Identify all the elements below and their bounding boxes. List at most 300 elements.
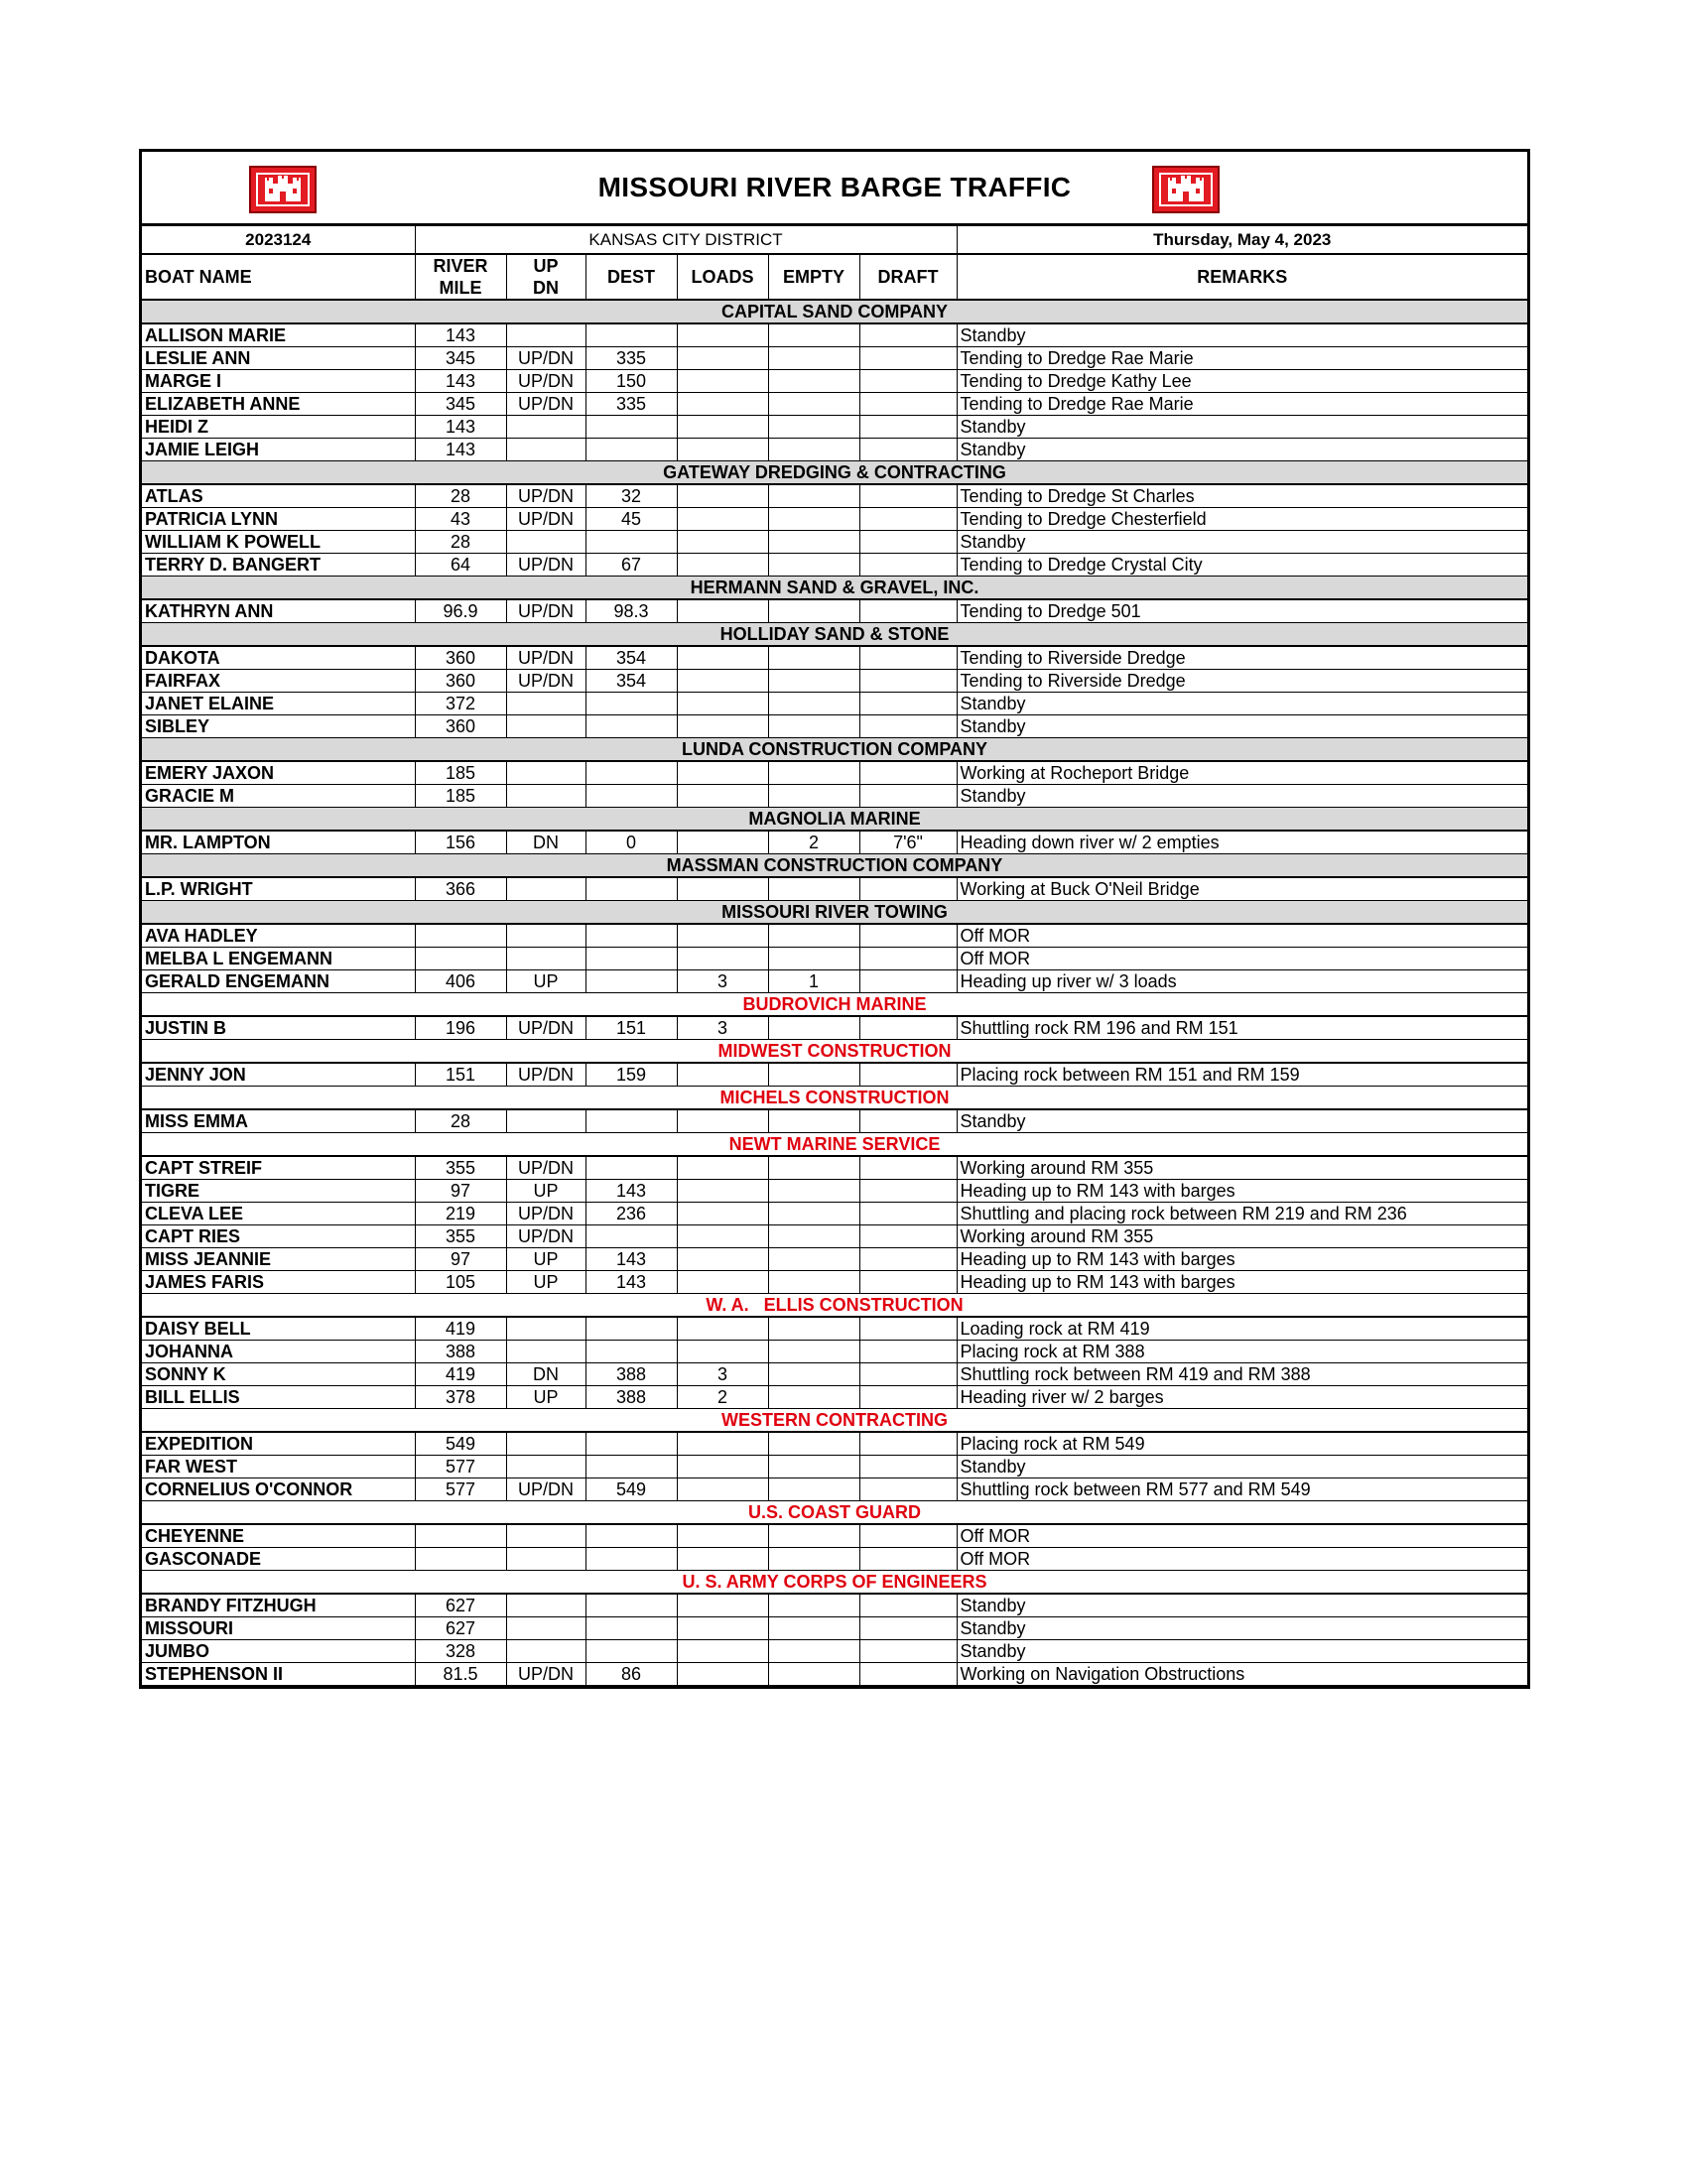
cell-loads [677,670,768,693]
cell-draft [859,670,957,693]
cell-remarks: Standby [957,323,1527,347]
cell-loads [677,1640,768,1663]
cell-remarks: Placing rock at RM 549 [957,1432,1527,1456]
cell-empty [768,1156,859,1180]
report-date: Thursday, May 4, 2023 [957,226,1527,254]
header-remarks: REMARKS [957,254,1527,300]
cell-boat-name: KATHRYN ANN [142,599,415,623]
table-row [142,347,1527,370]
cell-river-mile: 185 [415,761,506,785]
cell-remarks: Heading up to RM 143 with barges [957,1180,1527,1203]
cell-draft [859,1203,957,1225]
cell-empty [768,1341,859,1363]
table-row [142,554,1527,577]
table-row [142,1524,1527,1548]
cell-up-dn: UP [506,1386,585,1409]
cell-river-mile: 97 [415,1180,506,1203]
cell-river-mile: 28 [415,484,506,508]
cell-empty [768,370,859,393]
cell-up-dn [506,948,585,970]
cell-dest [585,715,677,738]
cell-up-dn: UP [506,1180,585,1203]
cell-river-mile: 328 [415,1640,506,1663]
cell-empty [768,1317,859,1341]
cell-dest: 549 [585,1478,677,1501]
cell-up-dn [506,531,585,554]
cell-empty [768,599,859,623]
cell-empty [768,347,859,370]
cell-remarks: Tending to Dredge Kathy Lee [957,370,1527,393]
cell-boat-name: GASCONADE [142,1548,415,1571]
table-row [142,924,1527,948]
cell-dest [585,1432,677,1456]
table-row [142,970,1527,993]
section-name: LUNDA CONSTRUCTION COMPANY [142,738,1527,762]
table-row [142,439,1527,461]
cell-loads [677,599,768,623]
table-row [142,393,1527,416]
cell-draft [859,1248,957,1271]
cell-empty [768,1363,859,1386]
barge-table [142,226,1527,1686]
cell-loads [677,1548,768,1571]
table-row [142,1432,1527,1456]
cell-up-dn [506,1109,585,1133]
cell-up-dn [506,761,585,785]
cell-remarks: Heading up river w/ 3 loads [957,970,1527,993]
cell-remarks: Tending to Riverside Dredge [957,646,1527,670]
cell-draft [859,508,957,531]
cell-draft [859,484,957,508]
cell-loads [677,1341,768,1363]
cell-river-mile: 549 [415,1432,506,1456]
cell-draft [859,761,957,785]
cell-up-dn [506,1594,585,1617]
cell-up-dn [506,1317,585,1341]
cell-boat-name: MISSOURI [142,1617,415,1640]
cell-draft [859,785,957,808]
cell-river-mile [415,1548,506,1571]
cell-remarks: Working around RM 355 [957,1225,1527,1248]
cell-draft [859,948,957,970]
cell-boat-name: ATLAS [142,484,415,508]
cell-river-mile: 105 [415,1271,506,1294]
cell-boat-name: FAIRFAX [142,670,415,693]
cell-up-dn: UP/DN [506,646,585,670]
title-row [142,152,1527,226]
cell-loads [677,761,768,785]
cell-river-mile: 345 [415,393,506,416]
header-loads: LOADS [677,254,768,300]
cell-loads [677,1180,768,1203]
cell-empty: 2 [768,831,859,854]
cell-river-mile: 143 [415,370,506,393]
section-header [142,1294,1527,1318]
cell-empty [768,1271,859,1294]
cell-remarks: Off MOR [957,948,1527,970]
cell-boat-name: DAKOTA [142,646,415,670]
table-row [142,484,1527,508]
cell-loads [677,948,768,970]
cell-empty [768,554,859,577]
cell-dest [585,1109,677,1133]
table-row [142,1016,1527,1040]
cell-dest [585,948,677,970]
cell-empty [768,1617,859,1640]
cell-up-dn: UP/DN [506,347,585,370]
cell-empty [768,670,859,693]
table-row [142,1063,1527,1087]
cell-boat-name: GERALD ENGEMANN [142,970,415,993]
table-row [142,508,1527,531]
cell-dest: 159 [585,1063,677,1087]
section-header [142,808,1527,832]
cell-draft [859,1432,957,1456]
cell-river-mile: 143 [415,439,506,461]
section-name: MISSOURI RIVER TOWING [142,901,1527,925]
cell-draft: 7'6" [859,831,957,854]
cell-loads [677,1225,768,1248]
cell-river-mile: 419 [415,1363,506,1386]
cell-river-mile [415,1524,506,1548]
cell-remarks: Working around RM 355 [957,1156,1527,1180]
cell-loads [677,1271,768,1294]
cell-loads [677,508,768,531]
cell-up-dn: UP/DN [506,370,585,393]
cell-empty [768,1203,859,1225]
cell-boat-name: FAR WEST [142,1456,415,1478]
cell-loads [677,785,768,808]
cell-loads [677,1063,768,1087]
cell-river-mile: 627 [415,1617,506,1640]
section-header [142,1133,1527,1157]
cell-up-dn: UP/DN [506,1203,585,1225]
section-name: MICHELS CONSTRUCTION [142,1087,1527,1110]
table-row [142,1156,1527,1180]
cell-empty [768,948,859,970]
cell-up-dn [506,1524,585,1548]
cell-draft [859,323,957,347]
cell-remarks: Working at Rocheport Bridge [957,761,1527,785]
section-name: HERMANN SAND & GRAVEL, INC. [142,577,1527,600]
cell-dest [585,1640,677,1663]
table-row [142,1478,1527,1501]
cell-dest: 0 [585,831,677,854]
cell-dest: 335 [585,347,677,370]
table-row [142,693,1527,715]
cell-up-dn [506,323,585,347]
table-row [142,1341,1527,1363]
cell-boat-name: WILLIAM K POWELL [142,531,415,554]
cell-boat-name: SIBLEY [142,715,415,738]
cell-river-mile: 43 [415,508,506,531]
section-header [142,577,1527,600]
header-boat-name: BOAT NAME [142,254,415,300]
cell-draft [859,1548,957,1571]
cell-dest [585,1317,677,1341]
section-name: BUDROVICH MARINE [142,993,1527,1017]
cell-boat-name: TIGRE [142,1180,415,1203]
cell-draft [859,1524,957,1548]
cell-dest [585,1594,677,1617]
page-title: MISSOURI RIVER BARGE TRAFFIC [597,172,1072,202]
cell-draft [859,715,957,738]
cell-draft [859,693,957,715]
cell-loads [677,1317,768,1341]
cell-boat-name: CAPT RIES [142,1225,415,1248]
cell-river-mile: 577 [415,1478,506,1501]
cell-dest [585,1456,677,1478]
cell-up-dn [506,1341,585,1363]
cell-draft [859,1640,957,1663]
table-row [142,1180,1527,1203]
cell-dest: 388 [585,1386,677,1409]
cell-draft [859,1594,957,1617]
cell-remarks: Standby [957,693,1527,715]
cell-dest: 143 [585,1248,677,1271]
cell-boat-name: ALLISON MARIE [142,323,415,347]
table-row [142,1663,1527,1686]
cell-draft [859,1156,957,1180]
cell-boat-name: CHEYENNE [142,1524,415,1548]
cell-boat-name: AVA HADLEY [142,924,415,948]
cell-empty [768,1524,859,1548]
cell-river-mile [415,924,506,948]
cell-empty [768,323,859,347]
cell-up-dn: UP [506,970,585,993]
cell-draft [859,1109,957,1133]
info-row [142,226,1527,254]
cell-river-mile: 360 [415,670,506,693]
cell-boat-name: JUMBO [142,1640,415,1663]
cell-boat-name: JANET ELAINE [142,693,415,715]
cell-remarks: Standby [957,715,1527,738]
cell-up-dn: UP/DN [506,599,585,623]
cell-dest: 143 [585,1180,677,1203]
cell-empty [768,1248,859,1271]
cell-loads: 2 [677,1386,768,1409]
cell-loads [677,1594,768,1617]
cell-river-mile: 360 [415,646,506,670]
cell-remarks: Placing rock between RM 151 and RM 159 [957,1063,1527,1087]
report-id: 2023124 [142,226,415,254]
cell-draft [859,1363,957,1386]
section-header [142,1571,1527,1595]
cell-draft [859,1016,957,1040]
cell-dest [585,416,677,439]
cell-loads: 3 [677,1016,768,1040]
section-header [142,738,1527,762]
section-name: NEWT MARINE SERVICE [142,1133,1527,1157]
cell-remarks: Heading river w/ 2 barges [957,1386,1527,1409]
cell-dest [585,531,677,554]
cell-boat-name: EXPEDITION [142,1432,415,1456]
section-header [142,461,1527,485]
cell-boat-name: JENNY JON [142,1063,415,1087]
cell-river-mile: 156 [415,831,506,854]
cell-river-mile: 378 [415,1386,506,1409]
cell-dest: 67 [585,554,677,577]
cell-boat-name: HEIDI Z [142,416,415,439]
cell-dest [585,439,677,461]
cell-remarks: Shuttling and placing rock between RM 219 and RM 236 [957,1203,1527,1225]
cell-loads [677,323,768,347]
cell-dest: 354 [585,670,677,693]
cell-river-mile: 345 [415,347,506,370]
cell-up-dn: UP/DN [506,1016,585,1040]
cell-draft [859,1317,957,1341]
cell-empty [768,531,859,554]
section-name: CAPITAL SAND COMPANY [142,300,1527,323]
section-header [142,300,1527,323]
section-header [142,901,1527,925]
section-name: HOLLIDAY SAND & STONE [142,623,1527,647]
cell-dest: 354 [585,646,677,670]
table-row [142,531,1527,554]
cell-draft [859,970,957,993]
table-row [142,1363,1527,1386]
cell-dest [585,1524,677,1548]
cell-remarks: Tending to Dredge Rae Marie [957,393,1527,416]
cell-draft [859,416,957,439]
table-row [142,1317,1527,1341]
cell-remarks: Heading up to RM 143 with barges [957,1248,1527,1271]
table-row [142,646,1527,670]
cell-loads [677,715,768,738]
cell-loads [677,1663,768,1686]
cell-river-mile: 28 [415,1109,506,1133]
cell-boat-name: BILL ELLIS [142,1386,415,1409]
cell-loads [677,1432,768,1456]
cell-river-mile: 143 [415,416,506,439]
cell-dest [585,785,677,808]
cell-boat-name: EMERY JAXON [142,761,415,785]
cell-up-dn: UP/DN [506,554,585,577]
table-row [142,831,1527,854]
cell-up-dn [506,416,585,439]
cell-boat-name: JAMIE LEIGH [142,439,415,461]
table-row [142,1248,1527,1271]
header-dest: DEST [585,254,677,300]
cell-up-dn: UP/DN [506,670,585,693]
cell-draft [859,1063,957,1087]
cell-empty [768,715,859,738]
cell-remarks: Tending to Dredge 501 [957,599,1527,623]
cell-loads: 3 [677,970,768,993]
cell-remarks: Off MOR [957,1548,1527,1571]
cell-draft [859,1617,957,1640]
cell-dest [585,693,677,715]
cell-draft [859,1225,957,1248]
cell-remarks: Loading rock at RM 419 [957,1317,1527,1341]
table-row [142,1640,1527,1663]
cell-empty [768,1640,859,1663]
cell-boat-name: JOHANNA [142,1341,415,1363]
table-row [142,370,1527,393]
cell-remarks: Standby [957,785,1527,808]
cell-remarks: Standby [957,1109,1527,1133]
cell-dest: 143 [585,1271,677,1294]
cell-loads [677,831,768,854]
table-row [142,323,1527,347]
cell-dest: 236 [585,1203,677,1225]
cell-empty [768,416,859,439]
cell-boat-name: PATRICIA LYNN [142,508,415,531]
cell-up-dn [506,693,585,715]
cell-draft [859,554,957,577]
usace-castle-icon [1152,166,1220,213]
cell-up-dn: DN [506,831,585,854]
cell-dest: 32 [585,484,677,508]
cell-up-dn [506,877,585,901]
cell-remarks: Placing rock at RM 388 [957,1341,1527,1363]
cell-boat-name: LESLIE ANN [142,347,415,370]
cell-draft [859,646,957,670]
cell-loads [677,370,768,393]
cell-remarks: Standby [957,416,1527,439]
cell-remarks: Tending to Dredge Chesterfield [957,508,1527,531]
cell-empty [768,1594,859,1617]
cell-remarks: Shuttling rock between RM 419 and RM 388 [957,1363,1527,1386]
cell-up-dn [506,1640,585,1663]
cell-empty [768,484,859,508]
cell-river-mile: 185 [415,785,506,808]
section-header [142,1040,1527,1064]
cell-up-dn [506,785,585,808]
cell-draft [859,439,957,461]
table-row [142,1594,1527,1617]
section-header [142,1409,1527,1433]
cell-boat-name: GRACIE M [142,785,415,808]
cell-dest [585,323,677,347]
cell-loads [677,439,768,461]
cell-river-mile: 627 [415,1594,506,1617]
cell-dest [585,877,677,901]
cell-remarks: Off MOR [957,1524,1527,1548]
cell-boat-name: MELBA L ENGEMANN [142,948,415,970]
header-river-mile: RIVER MILE [415,254,506,300]
cell-up-dn: DN [506,1363,585,1386]
cell-remarks: Standby [957,439,1527,461]
cell-empty [768,1225,859,1248]
cell-remarks: Working at Buck O'Neil Bridge [957,877,1527,901]
cell-remarks: Working on Navigation Obstructions [957,1663,1527,1686]
cell-boat-name: L.P. WRIGHT [142,877,415,901]
cell-remarks: Heading down river w/ 2 empties [957,831,1527,854]
cell-boat-name: BRANDY FITZHUGH [142,1594,415,1617]
cell-empty [768,1063,859,1087]
cell-remarks: Shuttling rock between RM 577 and RM 549 [957,1478,1527,1501]
cell-up-dn: UP/DN [506,484,585,508]
cell-loads [677,1203,768,1225]
table-row [142,1271,1527,1294]
cell-boat-name: CAPT STREIF [142,1156,415,1180]
cell-up-dn: UP/DN [506,1478,585,1501]
cell-remarks: Off MOR [957,924,1527,948]
cell-boat-name: STEPHENSON II [142,1663,415,1686]
cell-empty [768,1456,859,1478]
section-name: GATEWAY DREDGING & CONTRACTING [142,461,1527,485]
table-row [142,785,1527,808]
cell-loads [677,1617,768,1640]
cell-empty [768,924,859,948]
cell-loads [677,1456,768,1478]
cell-boat-name: MARGE I [142,370,415,393]
section-name: MAGNOLIA MARINE [142,808,1527,832]
cell-river-mile: 81.5 [415,1663,506,1686]
cell-loads [677,484,768,508]
cell-up-dn [506,715,585,738]
